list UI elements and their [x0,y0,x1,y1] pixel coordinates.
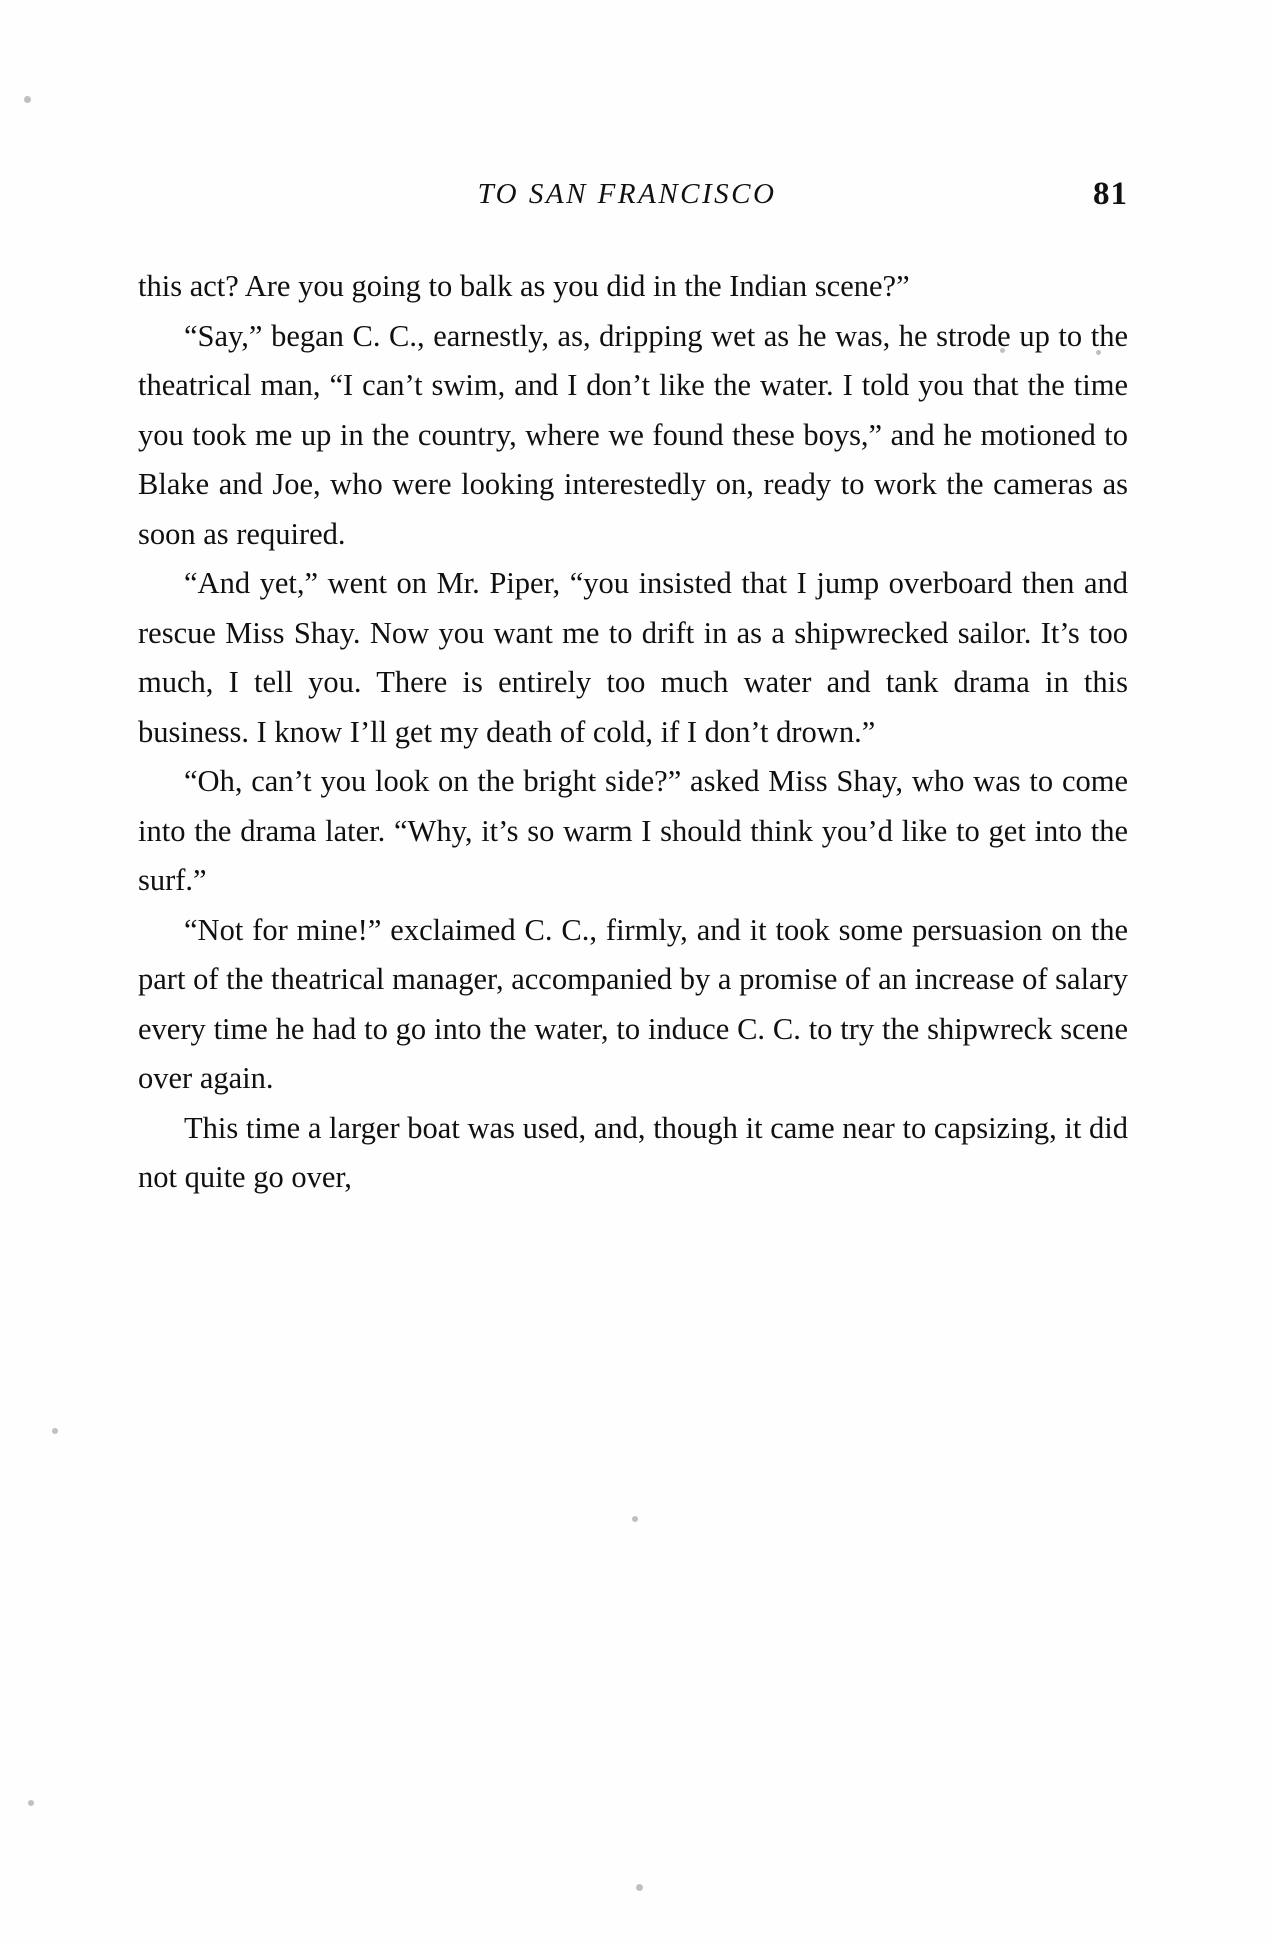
paragraph: “Oh, can’t you look on the bright side?” asked Miss Shay, who was to come into the drama later. “Why, it’s so warm I should think you’d like to get into the surf.” [138,764,1128,897]
paragraph: This time a larger boat was used, and, though it came near to capsizing, it did not quite go over, [138,1110,1128,1194]
body-text [138,262,1128,1203]
scan-speck [636,1884,643,1891]
scan-speck [632,1516,638,1522]
running-head-title: TO SAN FRANCISCO [477,178,777,210]
scan-speck [28,1800,34,1806]
page-content [138,178,1128,1203]
paragraph: this act? Are you going to balk as you did in the Indian scene?” [138,269,910,303]
paragraph: “And yet,” went on Mr. Piper, “you insisted that I jump overboard then and rescue Miss Shay. Now you want me to drift in as a shipwrecked sailor. It’s too much, I tell you. There is entirely too much water and tank drama in this business. I know I’ll get my death of cold, if I don’t drown.” [138,566,1128,749]
scan-speck [52,1428,58,1434]
paragraph: “Say,” began C. C., earnestly, as, dripping wet as he was, he strode up to the theatrical man, “I can’t swim, and I don’t like the water. I told you that the time you took me up in the country, where we found these boys,” and he motioned to Blake and Joe, who were looking interestedly on, ready to work the cameras as soon as required. [138,318,1128,551]
scan-speck [24,96,31,103]
paragraph: “Not for mine!” exclaimed C. C., firmly, and it took some persuasion on the part of the theatrical manager, accompanied by a promise of an increase of salary every time he had to go into the water, to induce C. C. to try the shipwreck scene over again. [138,912,1128,1095]
page-number: 81 [1093,176,1128,212]
running-header [138,178,1128,218]
